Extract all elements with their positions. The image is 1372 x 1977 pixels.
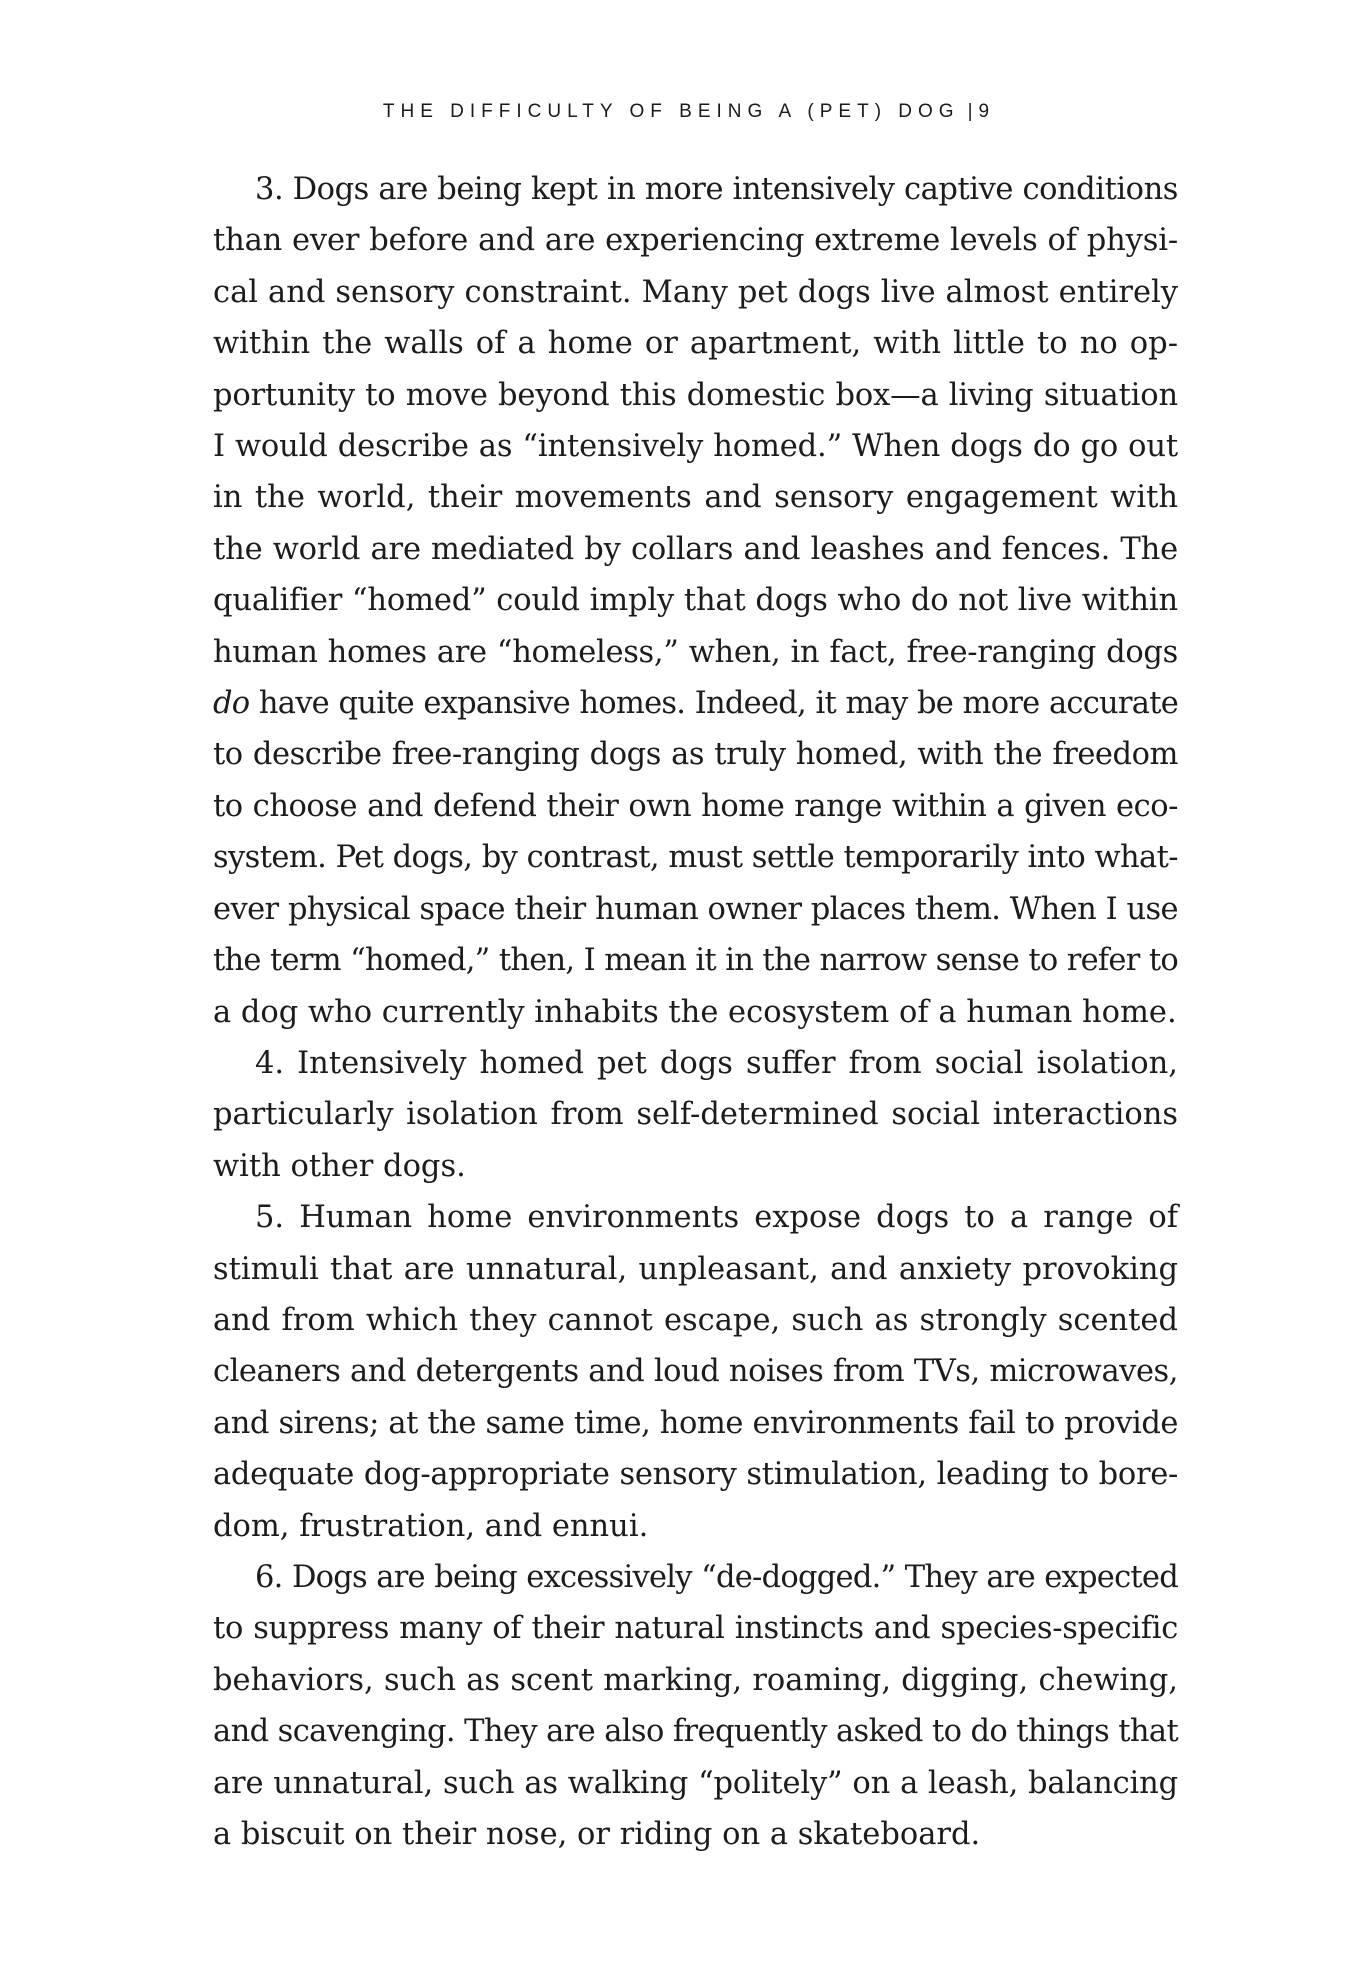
text-line-with-italic <box>213 678 1178 729</box>
body-text <box>213 164 1178 1860</box>
text-line: I would describe as “intensively homed.” When dogs do go out <box>213 429 1178 465</box>
paragraph-4 <box>213 1038 1178 1192</box>
text-line: system. Pet dogs, by contrast, must settle temporarily into what- <box>213 840 1178 876</box>
text-line: cleaners and detergents and loud noises from TVs, microwaves, <box>213 1354 1178 1390</box>
text-line: the term “homed,” then, I mean it in the narrow sense to refer to <box>213 943 1178 979</box>
text-line: 5. Human home environments expose dogs to a range of <box>255 1200 1178 1236</box>
text-line: behaviors, such as scent marking, roaming, digging, chewing, <box>213 1662 1178 1698</box>
text-line: a biscuit on their nose, or riding on a skateboard. <box>213 1817 981 1852</box>
text-line: and scavenging. They are also frequently asked to do things that <box>213 1714 1179 1750</box>
text-line: than ever before and are experiencing extreme levels of physi- <box>213 223 1178 259</box>
text-line: a dog who currently inhabits the ecosystem of a human home. <box>213 994 1177 1030</box>
text-line: and from which they cannot escape, such as strongly scented <box>213 1302 1178 1338</box>
page-number: 9 <box>978 101 990 122</box>
text-line: are unnatural, such as walking “politely” on a leash, balancing <box>213 1765 1178 1801</box>
italic-emphasis: do <box>213 686 250 722</box>
text-line: to suppress many of their natural instincts and species-specific <box>213 1611 1178 1647</box>
text-line: within the walls of a home or apartment, with little to no op- <box>213 326 1178 362</box>
paragraph-5 <box>213 1192 1178 1552</box>
running-head <box>0 101 1372 123</box>
text-line: the world are mediated by collars and leashes and fences. The <box>213 531 1178 567</box>
paragraph-3 <box>213 164 1178 1038</box>
text-line: 3. Dogs are being kept in more intensively captive conditions <box>255 172 1178 207</box>
text-line: qualifier “homed” could imply that dogs who do not live within <box>213 583 1178 619</box>
text-line: human homes are “homeless,” when, in fact, free-ranging dogs <box>213 634 1178 670</box>
text-line: ever physical space their human owner places them. When I use <box>213 891 1178 927</box>
text-line: to choose and defend their own home range within a given eco- <box>213 788 1178 824</box>
text-line: particularly isolation from self-determined social interactions <box>213 1097 1178 1133</box>
text-line: portunity to move beyond this domestic box—a living situation <box>213 377 1178 413</box>
text-line: to describe free-ranging dogs as truly homed, with the freedom <box>213 737 1178 773</box>
text-line: and sirens; at the same time, home environments fail to provide <box>213 1405 1178 1441</box>
text-line-rest: have quite expansive homes. Indeed, it may be more accurate <box>258 686 1178 722</box>
text-line: 4. Intensively homed pet dogs suffer from social isolation, <box>255 1045 1178 1081</box>
text-line: with other dogs. <box>213 1148 466 1184</box>
running-head-title: THE DIFFICULTY OF BEING A (PET) DOG <box>382 101 960 122</box>
running-head-separator: | <box>967 101 973 122</box>
text-line: dom, frustration, and ennui. <box>213 1508 649 1544</box>
text-line: 6. Dogs are being excessively “de-dogged.” They are expected <box>255 1559 1178 1595</box>
text-line: cal and sensory constraint. Many pet dogs live almost entirely <box>213 274 1178 310</box>
text-line: stimuli that are unnatural, unpleasant, and anxiety provoking <box>213 1251 1178 1287</box>
text-line: adequate dog-appropriate sensory stimulation, leading to bore- <box>213 1457 1178 1493</box>
text-line: in the world, their movements and sensory engagement with <box>213 480 1178 516</box>
paragraph-6 <box>213 1552 1178 1860</box>
